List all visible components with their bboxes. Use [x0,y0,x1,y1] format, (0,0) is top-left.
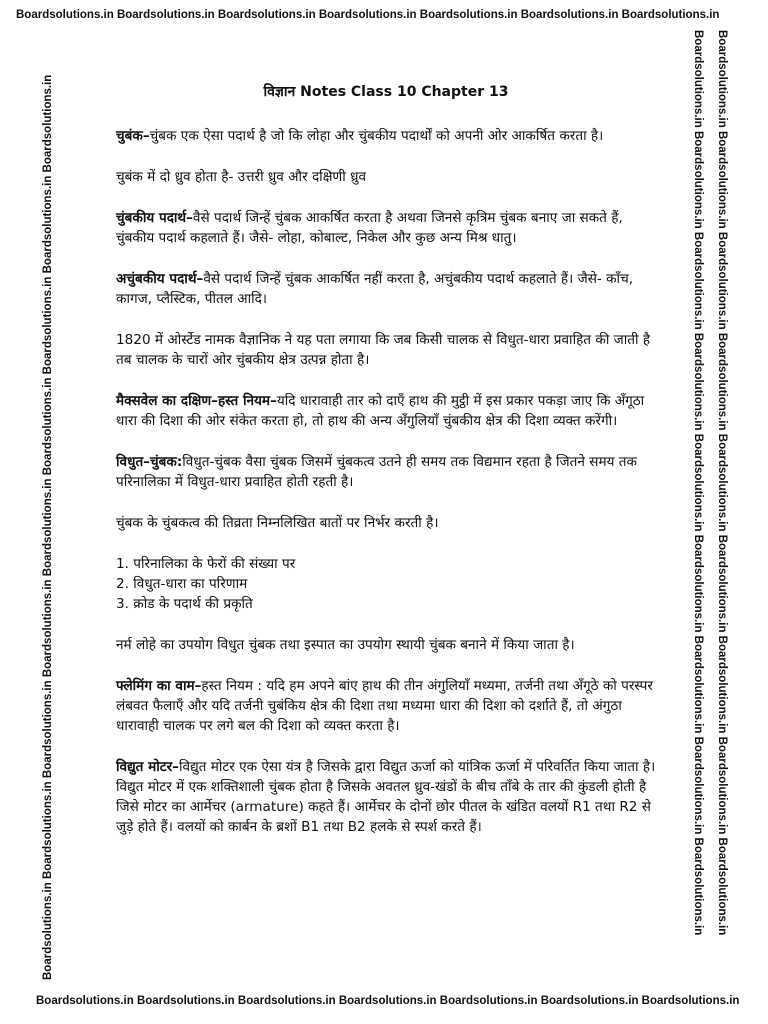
paragraph-maxwell-rule [116,391,656,431]
document-title: विज्ञान Notes Class 10 Chapter 13 [263,84,509,100]
watermark-top: Boardsolutions.in Boardsolutions.in Boardsolutions.in Boardsolutions.in Boardsolutions.in Boardsolutions.in Boardsolutions.in [16,9,720,21]
term-electric-motor: विद्युत मोटर– [116,759,179,775]
text-fleming-rule: हस्त नियम : यदि हम अपने बांए हाथ की तीन अंगुलियाँ मध्यमा, तर्जनी तथा अँगूठे को परस्पर लंबवत फैलाएँ और यदि तर्जनी चुबंकिय क्षेत्र की दिशा तथा मध्यमा धारा की दिशा को दर्शाते हैं, तो अंगुठा धारावाही चालक पर लगे बल की दिशा को व्यक्त करता है। [116,678,653,734]
text-electromagnet: विधुत-चुंबक वैसा चुंबक जिसमें चुंबकत्व उतने ही समय तक विद्यमान रहता है जितने समय तक परिनालिका में विधुत-धारा प्रवाहित होती रहती है। [116,454,637,490]
text-oersted: 1820 में ओर्स्टेड नामक वैज्ञानिक ने यह पता लगाया कि जब किसी चालक से विधुत-धारा प्रवाहित की जाती है तब चालक के चारों ओर चुंबकीय क्षेत्र उत्पन्न होता है। [116,332,651,368]
term-electromagnet: विधुत–चुंबक: [116,454,183,470]
paragraph-electric-motor [116,757,656,837]
list-item: 3. क्रोड के पदार्थ की प्रकृति [116,596,253,612]
watermark-left [40,0,60,1024]
watermark-bottom: Boardsolutions.in Boardsolutions.in Boardsolutions.in Boardsolutions.in Boardsolutions.in Boardsolutions.in Boardsolutions.in [36,995,740,1007]
term-magnetic-substances: चुंबकीय पदार्थ– [116,210,193,226]
text-poles: चुबंक में दो ध्रुव होता है- उत्तरी ध्रुव और दक्षिणी ध्रुव [116,169,367,185]
term-magnet: चुबंक– [116,128,150,144]
watermark-right-inner-text: Boardsolutions.in Boardsolutions.in Boardsolutions.in Boardsolutions.in Boardsolutions.in Boardsolutions.in Boardsolutions.in Boardsolutions.in Boardsolutions.in [692,30,704,936]
paragraph-oersted [116,330,656,370]
text-soft-iron: नर्म लोहे का उपयोग विधुत चुंबक तथा इस्पात का उपयोग स्थायी चुंबक बनाने में किया जाता है। [116,637,575,653]
paragraph-fleming-rule [116,676,656,736]
paragraph-soft-iron [116,635,656,655]
list-item: 1. परिनालिका के फेरों की संख्या पर [116,556,296,572]
text-strength-factors: चुंबक के चुंबकत्व की तिव्रता निम्नलिखित बातों पर निर्भर करती है। [116,515,439,531]
paragraph-non-magnetic [116,269,656,309]
paragraph-strength-factors [116,513,656,533]
list-item: 2. विधुत-धारा का परिणाम [116,576,248,592]
term-maxwell-rule: मैक्सवेल का दक्षिण–हस्त नियम– [116,393,277,409]
watermark-left-text: Boardsolutions.in Boardsolutions.in Boardsolutions.in Boardsolutions.in Boardsolutions.in Boardsolutions.in Boardsolutions.in Boardsolutions.in Boardsolutions.in [42,74,54,980]
term-non-magnetic: अचुंबकीय पदार्थ– [116,271,204,287]
watermark-right-outer [712,0,732,1024]
text-electric-motor: विद्युत मोटर एक ऐसा यंत्र है जिसके द्वारा विद्युत ऊर्जा को यांत्रिक ऊर्जा में परिवर्तित किया जाता है। विद्युत मोटर में एक शक्तिशाली चुंबक होता है जिसके अवतल ध्रुव-खंडों के बीच ताँबे के तार की कुंडली होती है जिसे मोटर का आर्मेचर (armature) कहते हैं। आर्मेचर के दोनों छोर पीतल के खंडित वलयों R1 तथा R2 से जुड़े होते हैं। वलयों को कार्बन के ब्रशों B1 तथा B2 हलके से स्पर्श करते हैं। [116,759,656,835]
text-magnet: चुंबक एक ऐसा पदार्थ है जो कि लोहा और चुंबकीय पदार्थों को अपनी ओर आकर्षित करता है। [149,128,604,144]
paragraph-electromagnet [116,452,656,492]
factors-list [116,554,656,614]
text-magnetic-substances: वैसे पदार्थ जिन्हें चुंबक आकर्षित करता है अथवा जिनसे कृत्रिम चुंबक बनाए जा सकते हैं, चुंबकीय पदार्थ कहलाते हैं। जैसे- लोहा, कोबाल्ट, निकेल और कुछ अन्य मिश्र धातु। [116,210,623,246]
text-non-magnetic: वैसे पदार्थ जिन्हें चुंबक आकर्षित नहीं करता है, अचुंबकीय पदार्थ कहलाते हैं। जैसे- काँच, कागज, प्लैस्टिक, पीतल आदि। [116,271,634,307]
paragraph-magnet [116,126,656,146]
term-fleming-rule: फ्लेमिंग का वाम– [116,678,202,694]
watermark-right-inner [688,0,708,1024]
document-body [116,82,656,858]
paragraph-magnetic-substances [116,208,656,248]
paragraph-poles [116,167,656,187]
watermark-right-outer-text: Boardsolutions.in Boardsolutions.in Boardsolutions.in Boardsolutions.in Boardsolutions.in Boardsolutions.in Boardsolutions.in Boardsolutions.in Boardsolutions.in [716,30,728,936]
text-maxwell-rule: यदि धारावाही तार को दाएँ हाथ की मुट्ठी में इस प्रकार पकड़ा जाए कि अँगूठा धारा की दिशा की ओर संकेत करता हो, तो हाथ की अन्य अँगुलियाँ चुंबकीय क्षेत्र की दिशा व्यक्त करेंगी। [116,393,645,429]
